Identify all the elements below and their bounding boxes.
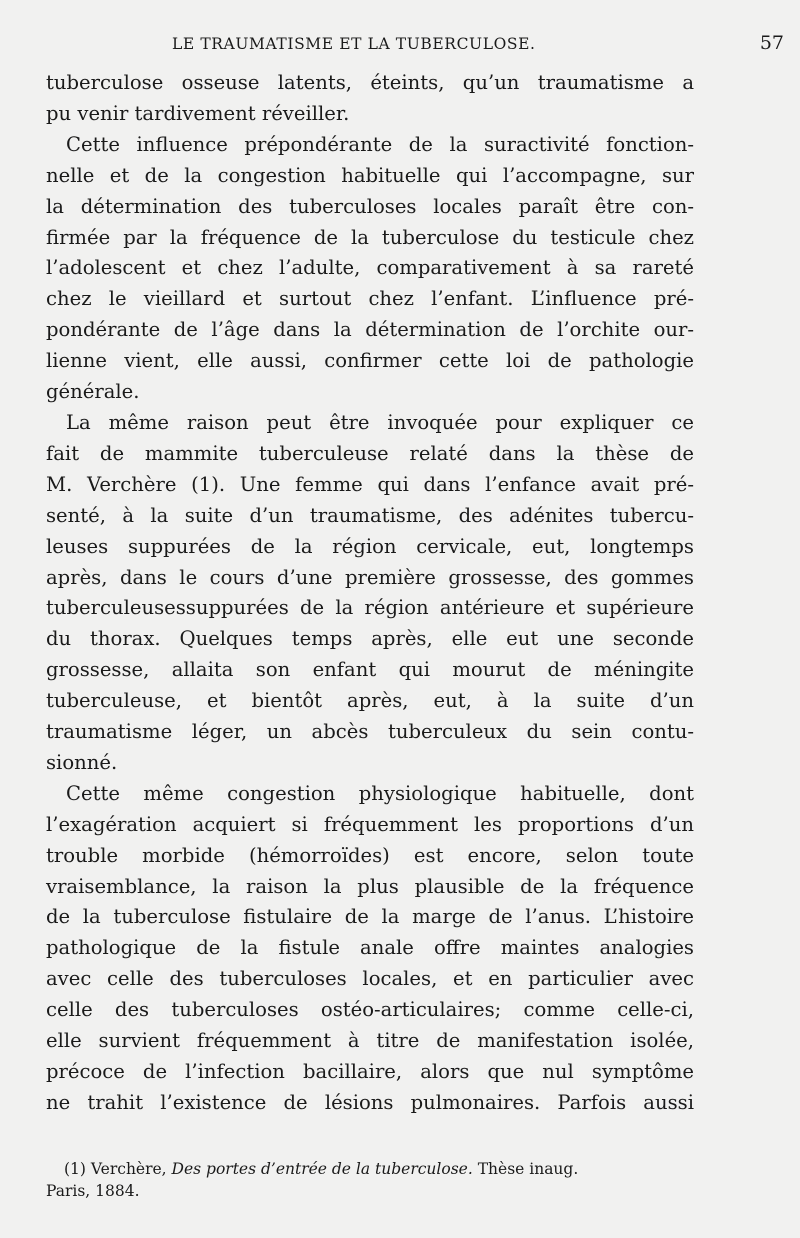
page-number: 57: [759, 32, 784, 54]
footnote-marker: (1): [64, 1160, 86, 1178]
text-line: Cette même congestion physiologique habituelle, dont: [66, 781, 694, 805]
text-line: trouble morbide (hémorroïdes) est encore, selon toute: [46, 843, 694, 867]
text-line: pathologique de la fistule anale offre maintes analogies: [46, 936, 694, 960]
paragraph-4: [46, 779, 694, 1119]
footnote-note: Thèse inaug.: [477, 1160, 579, 1178]
text-line: tuberculeusessuppurées de la région antérieure et supérieure: [46, 596, 694, 620]
text-line: elle survient fréquemment à titre de manifestation isolée,: [46, 1029, 694, 1053]
text-line: nelle et de la congestion habituelle qui l’accompagne, sur: [46, 163, 694, 187]
text-line: grossesse, allaita son enfant qui mourut de méningite: [46, 658, 694, 682]
text-line: l’exagération acquiert si fréquemment les proportions d’un: [46, 812, 694, 836]
text-line: de la tuberculose fistulaire de la marge de l’anus. L’histoire: [46, 905, 694, 929]
text-line: traumatisme léger, un abcès tuberculeux du sein contu-: [46, 720, 694, 744]
body-text: [46, 68, 694, 1119]
text-line: La même raison peut être invoquée pour expliquer ce: [66, 410, 694, 434]
text-line: M. Verchère (1). Une femme qui dans l’enfance avait pré-: [46, 472, 694, 496]
text-line: l’adolescent et chez l’adulte, comparativement à sa rareté: [46, 256, 694, 280]
text-line: avec celle des tuberculoses locales, et en particulier avec: [46, 967, 694, 991]
footnote-place-date: Paris, 1884.: [46, 1182, 140, 1200]
text-line: senté, à la suite d’un traumatisme, des adénites tubercu-: [46, 503, 694, 527]
text-line: après, dans le cours d’une première grossesse, des gommes: [46, 565, 694, 589]
text-line: sionné.: [46, 750, 118, 774]
footnote-title: Des portes d’entrée de la tuberculose.: [171, 1160, 473, 1178]
text-line: ne trahit l’existence de lésions pulmonaires. Parfois aussi: [46, 1090, 694, 1114]
text-line: précoce de l’infection bacillaire, alors que nul symptôme: [46, 1060, 694, 1083]
text-line: tuberculeuse, et bientôt après, eut, à la suite d’un: [46, 689, 694, 713]
text-line: du thorax. Quelques temps après, elle eut une seconde: [46, 627, 694, 651]
paragraph-2: [46, 130, 694, 408]
text-line: Cette influence prépondérante de la suractivité fonction-: [66, 132, 694, 156]
footnote: [46, 1158, 694, 1202]
text-line: celle des tuberculoses ostéo-articulaires; comme celle-ci,: [46, 998, 694, 1022]
paragraph-1: [46, 68, 694, 130]
text-line: tuberculose osseuse latents, éteints, qu’un traumatisme a: [46, 71, 694, 94]
text-line: générale.: [46, 380, 140, 404]
text-line: lienne vient, elle aussi, confirmer cette loi de pathologie: [46, 349, 694, 373]
paragraph-3: [46, 408, 694, 779]
footnote-line: [46, 1158, 694, 1180]
text-line: chez le vieillard et surtout chez l’enfant. L’influence pré-: [46, 287, 694, 311]
text-line: firmée par la fréquence de la tuberculose du testicule chez: [46, 225, 694, 249]
text-line: pondérante de l’âge dans la détermination de l’orchite our-: [46, 318, 694, 342]
footnote-author: Verchère,: [90, 1160, 167, 1178]
text-line: leuses suppurées de la région cervicale, eut, longtemps: [46, 534, 694, 558]
text-line: la détermination des tuberculoses locales paraît être con-: [46, 194, 694, 218]
running-title: LE TRAUMATISME ET LA TUBERCULOSE.: [172, 35, 536, 53]
text-line: pu venir tardivement réveiller.: [46, 101, 350, 125]
text-line: vraisemblance, la raison la plus plausible de la fréquence: [46, 874, 694, 898]
text-line: fait de mammite tuberculeuse relaté dans la thèse de: [46, 441, 694, 465]
running-head: [0, 32, 800, 60]
